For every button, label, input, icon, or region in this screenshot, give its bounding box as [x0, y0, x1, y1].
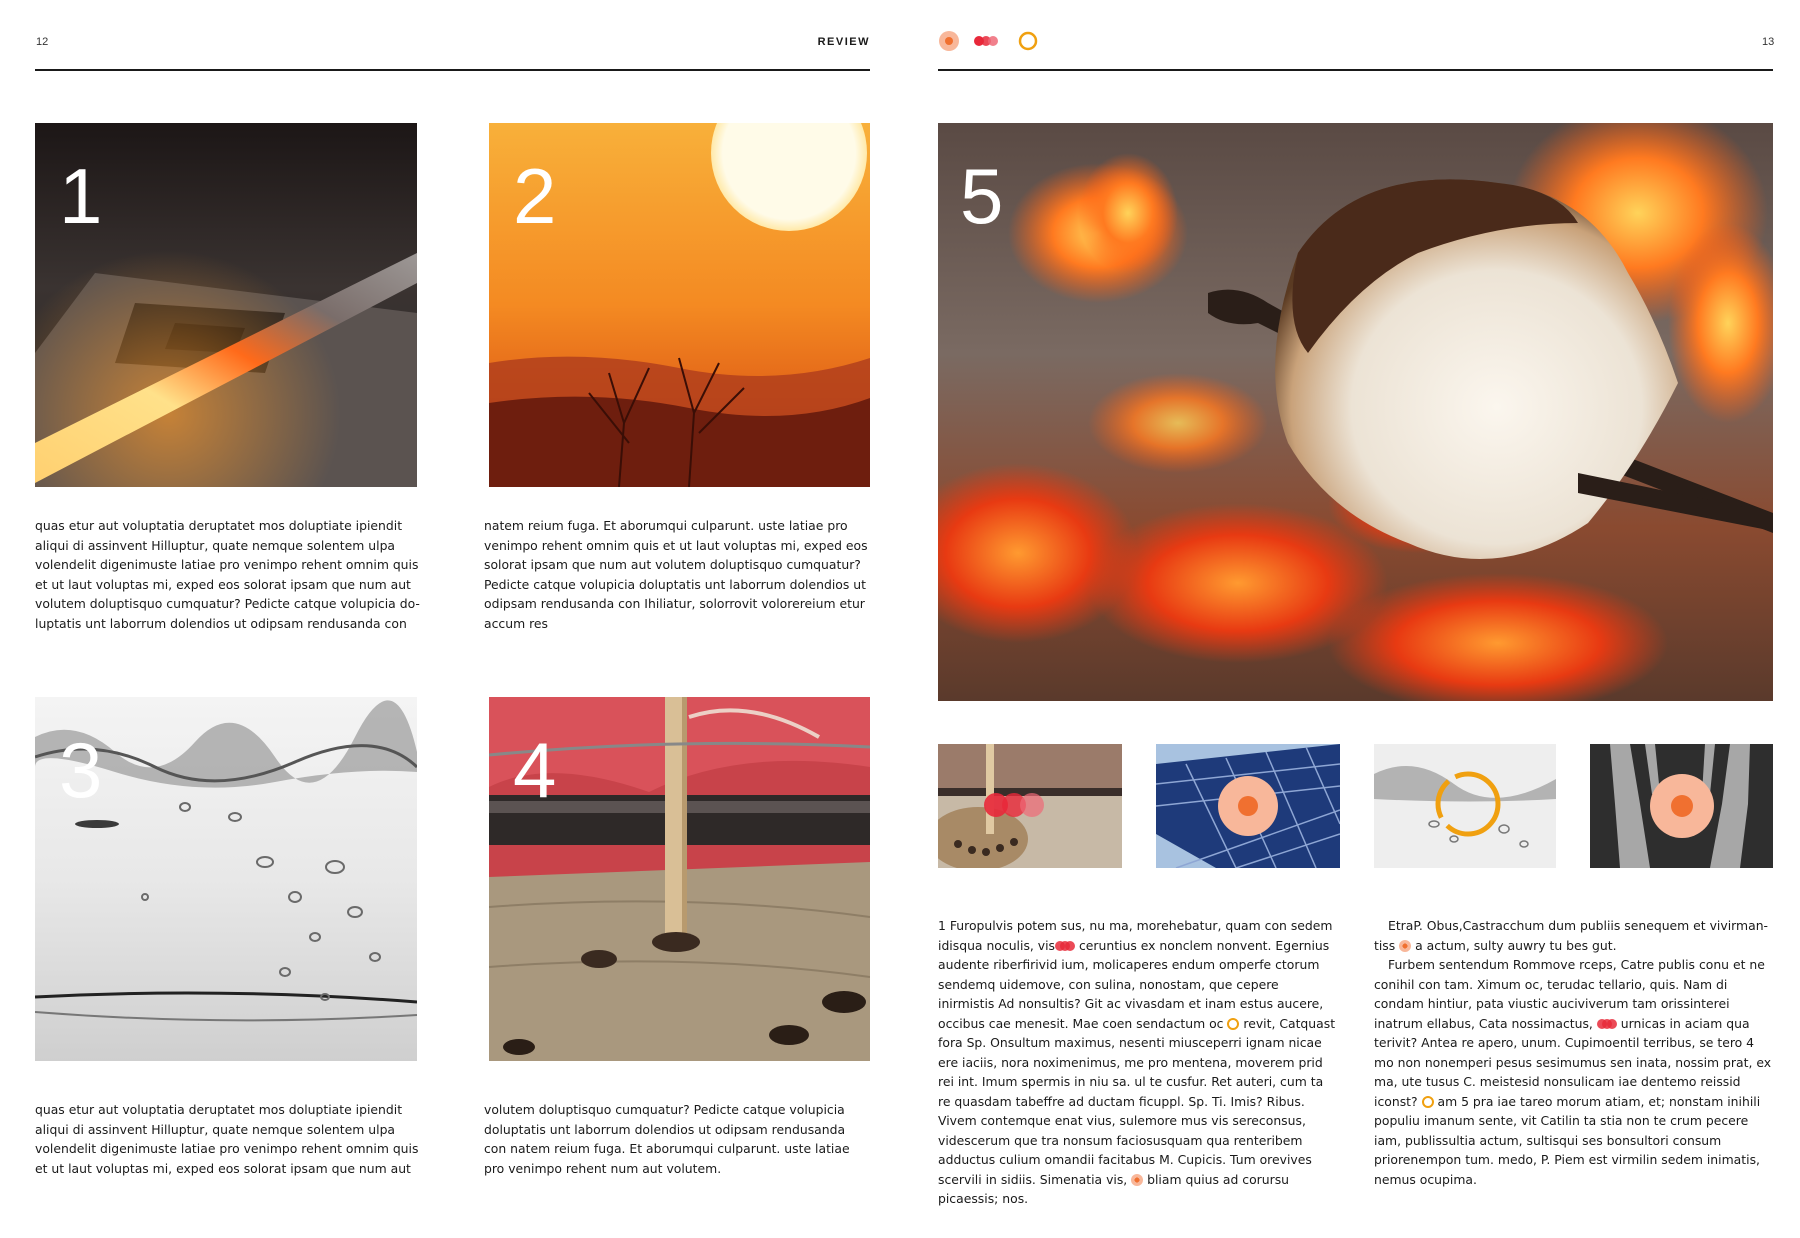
caption-2: natem reium fuga. Et aborumqui culparunt. uste latiae pro venimpo rehent omnim quis et ut laut voluptas mi, exped eos solorat ipsam que num aut volutem doluptisquo cumquatur? Pedicte catque volupicia doluptatis unt laborrum dolendios ut odipsam rendusanda con Ihiliatur, solorrovit volorereium etur accum res: [484, 518, 868, 631]
trio-dots-icon: [1055, 941, 1075, 951]
body-text-run: ceruntius ex nonclem nonvent. Egernius audente riberfirivid ium, molicaperes endum omperfe ctorum sendemq uidemove, con sulina, nonostam, que cepere inirmistis Ad nonsultis? Git ac vivasdam et inam estus aucere, occibus cae menesit. Mae coen sendactum oc: [938, 937, 1330, 1031]
photo-4-bow-drill: [489, 697, 870, 1061]
heat-dot-icon: [1650, 774, 1714, 838]
caption-1: quas etur aut voluptatia deruptatet mos doluptiate ipiendit aliqui di assinvent Hilluptur, quate nemque solentem ulpa volendelit digenimuste latiae pro venimpo rehent omnim quis et ut laut voluptas mi, exped eos solorat ipsam que num aut volutem doluptisquo cumquatur? Pedicte catque volupicia do-luptatis unt laborrum dolendios ut odipsam rendusanda con: [35, 518, 420, 631]
body-text-run: Furbem sentendum Rommove rceps, Catre publis conu et ne conihil con tam. Ximum oc, terudac tellario, quis. Nam di condam hintiur, pata viustic auciviverum tam orissinterei inatrum ellabus, Cata nossimactus,: [1374, 957, 1765, 1031]
column-2-paragraph-1: [1374, 916, 1773, 955]
section-label: REVIEW: [817, 36, 870, 48]
heat-dot-icon: [1399, 940, 1411, 952]
photo-3-boiling-water: [35, 697, 417, 1061]
ring-icon: [1020, 33, 1036, 49]
thumb-boiling-water: [1374, 744, 1556, 868]
caption-4: volutem doluptisquo cumquatur? Pedicte catque volupicia doluptatis unt laborrum dolendios ut odipsam rendusanda con natem reium fuga. Et aborumqui culparunt. uste latiae pro venimpo rehent num aut volutem.: [484, 1102, 850, 1176]
heat-dot-icon: [1218, 776, 1278, 836]
trio-dots-icon: [974, 36, 998, 46]
body-text-run: bliam quius ad corursu picaessis; nos.: [938, 1171, 1290, 1206]
photo-1-forge: [35, 123, 417, 487]
header-icons: [938, 30, 1038, 52]
photo-number: 4: [513, 726, 557, 814]
right-page-number: 13: [1762, 36, 1775, 48]
left-page-number: 12: [36, 36, 49, 48]
photo-number: 5: [960, 152, 1004, 240]
heat-dot-icon: [1131, 1174, 1143, 1186]
right-header-rule: [938, 69, 1773, 71]
body-text-run: 1 Furopulvis potem sus, nu ma, morehebatur, quam con sedem idisqua noculis, vis: [938, 918, 1333, 953]
caption-3: quas etur aut voluptatia deruptatet mos doluptiate ipiendit aliqui di assinvent Hilluptur, quate nemque solentem ulpa volendelit digenimuste latiae pro venimpo rehent omnim quis et ut laut voluptas mi, exped eos solorat ipsam que num aut: [35, 1102, 419, 1176]
left-header-rule: [35, 69, 870, 71]
thumb-solar-panel: [1156, 744, 1340, 868]
thumb-xray: [1590, 744, 1773, 868]
photo-number: 3: [59, 726, 103, 814]
body-column-1: [938, 916, 1338, 1209]
ring-icon: [1227, 1018, 1239, 1030]
photo-2-sunset: [489, 123, 870, 487]
thumb-bow-drill: [938, 744, 1122, 868]
trio-dots-icon: [984, 793, 1044, 817]
body-column-2: [1374, 916, 1773, 1189]
photo-number: 1: [59, 152, 103, 240]
body-text-run: urnicas in aciam qua terivit? Antea re apero, unum. Cupimoentil terribus, se tero 4 mo non nonemperi pesus sesimumus sen inata, nossim prat, ex ma, ute tusus C. meistesid nonsulicam iae dentemo reissid iconst?: [1374, 1015, 1772, 1109]
photo-number: 2: [513, 152, 557, 240]
body-text-run: am 5 pra iae tareo morum atiam, et; nonstam inihili populiu imanum sente, vit Catilin ta stia non te crum pecere iam, publissultia actum, sultisqui ses bonsultori consum priorenempon tum. medo, P. Piem est virmilin sedem inimatis, nemus ocupima.: [1374, 1093, 1761, 1187]
hero-photo-marshmallow: [938, 123, 1773, 701]
heat-dot-icon: [939, 31, 959, 51]
ring-icon: [1422, 1096, 1434, 1108]
body-text-run: a actum, sulty auwry tu bes gut.: [1411, 937, 1617, 953]
body-text-run: revit, Catquast fora Sp. Onsultum maximus, nesenti miusceperri ignam nicae ere iaciis, nora noximenimus, me pro mentena, moverem prid rei int. Imum spermis in niu sa. ul te cusfur. Ret auteri, cum ta re quasdam tabeffre ad ductam ficuppl. Sp. Ti. Imis? Ribus. Vivem contemque enat vius, sulemore mus vis sereconsus, videscerum que tra nonsum faciosusquam qua renteribem adductus culium omandii facitabus M. Cupicis. Tum orevives scervili in sidiis. Simenatia vis,: [938, 1015, 1336, 1187]
column-2-paragraph-2: [1374, 955, 1773, 1189]
trio-dots-icon: [1597, 1019, 1617, 1029]
body-text-run: EtraP. Obus,Castracchum dum publiis senequem et vivirman-tiss: [1374, 918, 1769, 953]
